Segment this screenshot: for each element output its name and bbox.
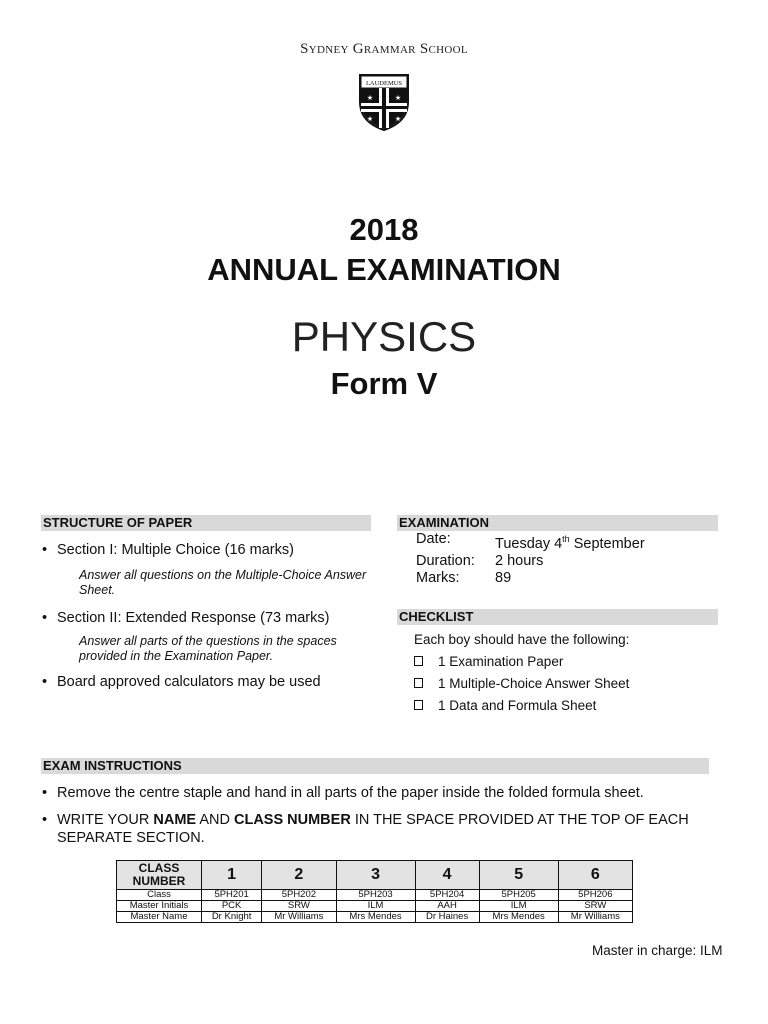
duration-value: 2 hours [495, 552, 544, 569]
class-number-cell: 1 [202, 861, 262, 890]
table-row [117, 901, 633, 912]
table-cell: 5PH201 [202, 890, 262, 901]
svg-text:★: ★ [366, 116, 374, 123]
checkbox-icon [414, 656, 423, 666]
table-row [117, 890, 633, 901]
checkbox-icon [414, 678, 423, 688]
table-cell: Dr Knight [202, 912, 262, 923]
crest-motto: LAUDEMUS [365, 80, 403, 87]
table-cell: Mr Williams [262, 912, 336, 923]
instructions-heading: EXAM INSTRUCTIONS [41, 758, 709, 774]
table-cell: Mrs Mendes [479, 912, 558, 923]
row-label: Master Initials [117, 901, 202, 912]
table-cell: 5PH205 [479, 890, 558, 901]
checklist-item [397, 697, 718, 714]
marks-label: Marks: [416, 569, 460, 586]
checklist-item-label: 1 Multiple-Choice Answer Sheet [438, 675, 630, 691]
table-cell: ILM [336, 901, 415, 912]
instructions-section [41, 758, 709, 847]
table-row [117, 912, 633, 923]
exam-duration-row [397, 553, 718, 570]
checklist-item-label: 1 Examination Paper [438, 653, 564, 669]
table-cell: PCK [202, 901, 262, 912]
structure-section [41, 515, 371, 691]
exam-title: ANNUAL EXAMINATION [207, 252, 561, 287]
date-value: Tuesday 4th September [495, 534, 645, 552]
checklist-item [397, 675, 718, 692]
marks-value: 89 [495, 569, 512, 586]
structure-heading: STRUCTURE OF PAPER [41, 515, 371, 531]
exam-year: 2018 [349, 212, 419, 247]
structure-note: Answer all parts of the questions in the spaces provided in the Examination Paper. [79, 634, 337, 663]
instruction-item: • WRITE YOUR NAME AND CLASS NUMBER IN THE SPACE PROVIDED AT THE TOP OF EACH SEPARATE SECTION. [41, 811, 707, 847]
checklist-intro: Each boy should have the following: [414, 631, 630, 647]
table-cell: ILM [479, 901, 558, 912]
row-label: Class [117, 890, 202, 901]
class-number-cell: 6 [558, 861, 632, 890]
svg-text:★: ★ [366, 95, 374, 102]
instruction-item: • Remove the centre staple and hand in all parts of the paper inside the folded formula sheet. [41, 784, 709, 802]
class-number-cell: 4 [415, 861, 479, 890]
duration-label: Duration: [416, 552, 475, 569]
class-number-table [116, 860, 633, 923]
examination-heading: EXAMINATION [397, 515, 718, 531]
svg-text:★: ★ [394, 116, 402, 123]
table-cell: Dr Haines [415, 912, 479, 923]
table-cell: 5PH203 [336, 890, 415, 901]
checklist-item-label: 1 Data and Formula Sheet [438, 697, 597, 713]
checklist-item [397, 653, 718, 670]
table-cell: Mr Williams [558, 912, 632, 923]
table-header-row [117, 861, 633, 890]
form-level: Form V [330, 366, 438, 401]
table-cell: SRW [558, 901, 632, 912]
table-cell: 5PH204 [415, 890, 479, 901]
structure-item: • Section I: Multiple Choice (16 marks) [41, 541, 371, 559]
row-label: Master Name [117, 912, 202, 923]
exam-marks-row [397, 570, 718, 587]
school-name: Sydney Grammar School [300, 41, 468, 57]
exam-date-row [397, 531, 718, 553]
table-cell: SRW [262, 901, 336, 912]
table-cell: 5PH206 [558, 890, 632, 901]
examination-section [397, 515, 718, 714]
master-in-charge: Master in charge: ILM [592, 943, 723, 958]
checkbox-icon [414, 700, 423, 710]
subject-title: PHYSICS [291, 313, 477, 360]
table-cell: AAH [415, 901, 479, 912]
date-label: Date: [416, 531, 451, 547]
svg-text:★: ★ [394, 95, 402, 102]
structure-item: • Section II: Extended Response (73 marks) [41, 609, 371, 627]
class-number-cell: 5 [479, 861, 558, 890]
table-cell: Mrs Mendes [336, 912, 415, 923]
table-cell: 5PH202 [262, 890, 336, 901]
structure-note: Answer all questions on the Multiple-Choice Answer Sheet. [79, 568, 367, 597]
class-number-header: CLASS NUMBER [117, 861, 202, 890]
structure-item: • Board approved calculators may be used [41, 673, 371, 691]
class-number-cell: 3 [336, 861, 415, 890]
school-crest-logo [357, 72, 411, 132]
checklist-heading: CHECKLIST [397, 609, 718, 625]
class-number-cell: 2 [262, 861, 336, 890]
